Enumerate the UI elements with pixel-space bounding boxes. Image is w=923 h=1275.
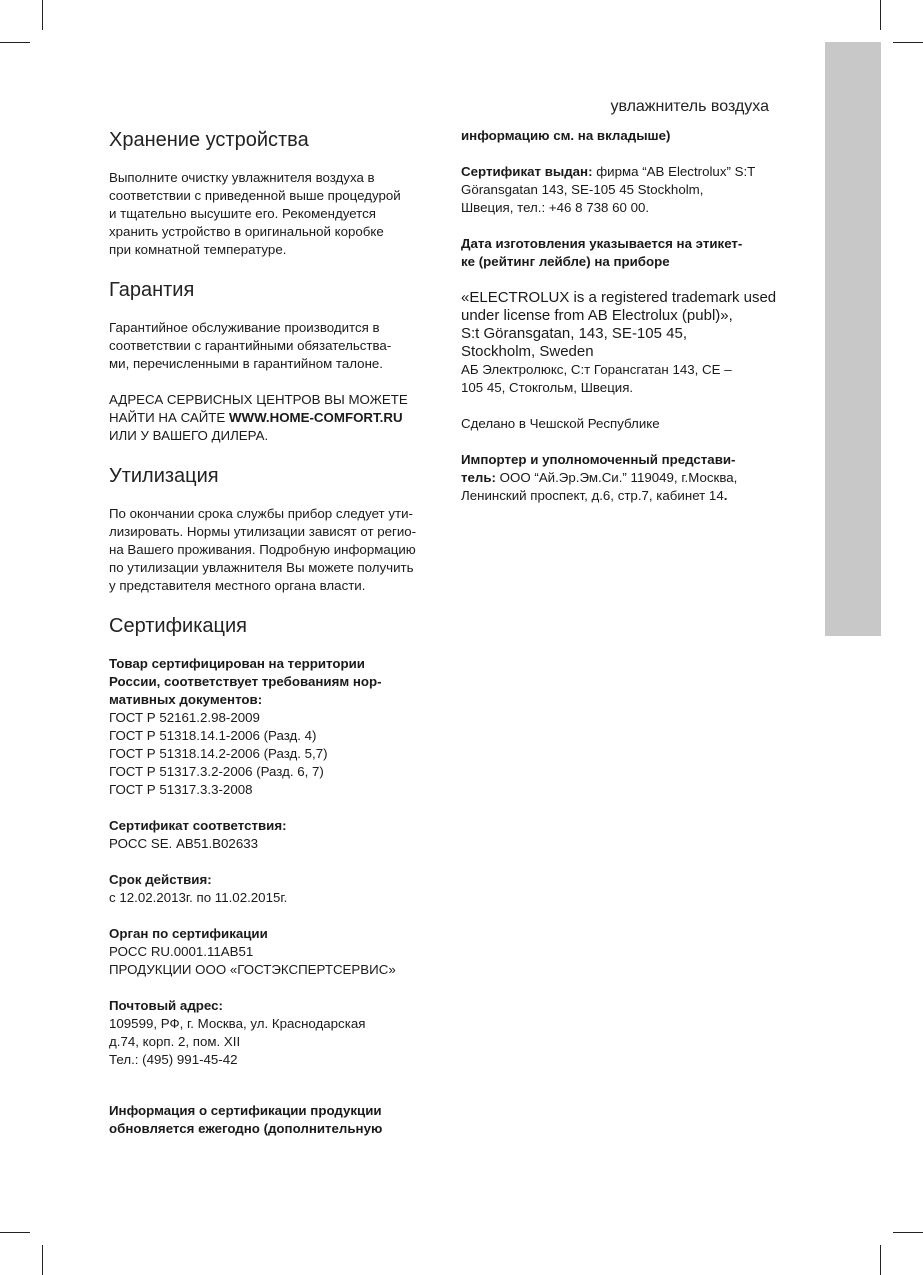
text-line: обновляется ежегодно (дополнительную (109, 1121, 383, 1136)
text-line: S:t Göransgatan, 143, SE-105 45, (461, 325, 687, 342)
text-line: «ELECTROLUX is a registered trademark used (461, 289, 777, 306)
cert-label: Сертификат соответствия: (109, 818, 287, 833)
cert-info-continued: информацию см. на вкладыше) (461, 128, 671, 143)
text-line: мативных документов: (109, 692, 263, 707)
text-line: у представителя местного органа власти. (109, 578, 366, 593)
crop-mark (880, 0, 881, 30)
crop-mark (0, 42, 30, 43)
validity-value: с 12.02.2013г. по 11.02.2015г. (109, 890, 288, 905)
text-line: по утилизации увлажнителя Вы можете получить (109, 560, 414, 575)
certification-intro (109, 655, 444, 709)
disposal-text (109, 505, 444, 595)
crop-mark (893, 42, 923, 43)
storage-heading: Хранение устройства (109, 129, 309, 151)
text-line: России, соответствует требованиям нор- (109, 674, 382, 689)
standards-list (109, 709, 444, 799)
text-line: хранить устройство в оригинальной коробке (109, 224, 384, 239)
text-line: соответствии с гарантийными обязательства- (109, 338, 392, 353)
text-line: Информация о сертификации продукции (109, 1103, 382, 1118)
text-line: Товар сертифицирован на территории (109, 656, 365, 671)
text-line (109, 409, 444, 427)
text-line: under license from AB Electrolux (publ)», (461, 307, 733, 324)
issued-block (461, 163, 801, 217)
ru-address-block (461, 361, 801, 397)
standard-item: ГОСТ Р 51318.14.2-2006 (Разд. 5,7) (109, 746, 328, 761)
text-line: соответствии с приведенной выше процедурой (109, 188, 401, 203)
warranty-heading: Гарантия (109, 279, 195, 301)
text-line: 105 45, Стокгольм, Швеция. (461, 380, 634, 395)
text-line: Импортер и уполномоченный представи- (461, 452, 736, 467)
standard-item: ГОСТ Р 52161.2.98-2009 (109, 710, 260, 725)
cert-body-label: Орган по сертификации (109, 926, 268, 941)
text-span: фирма “AB Electrolux” S:T (592, 164, 756, 179)
standard-item: ГОСТ Р 51318.14.1-2006 (Разд. 4) (109, 728, 317, 743)
text-line: Швеция, тел.: +46 8 738 60 00. (461, 200, 650, 215)
text-line: ке (рейтинг лейбле) на приборе (461, 254, 670, 269)
right-column (461, 127, 801, 505)
standard-item: ГОСТ Р 51317.3.2-2006 (Разд. 6, 7) (109, 764, 324, 779)
text-line: при комнатной температуре. (109, 242, 287, 257)
page-header: увлажнитель воздуха (610, 98, 769, 115)
text-line (461, 469, 801, 487)
text-line: Göransgatan 143, SE-105 45 Stockholm, (461, 182, 704, 197)
service-centers-text (109, 391, 444, 445)
warranty-text (109, 319, 444, 373)
crop-mark (42, 0, 43, 30)
postal-line: Тел.: (495) 991-45-42 (109, 1052, 238, 1067)
importer-label: тель: (461, 470, 496, 485)
text-line: Дата изготовления указывается на этикет- (461, 236, 743, 251)
text-line: лизировать. Нормы утилизации зависят от регио- (109, 524, 417, 539)
section-tab (825, 42, 881, 636)
postal-line: 109599, РФ, г. Москва, ул. Краснодарская (109, 1016, 366, 1031)
text-line: АДРЕСА СЕРВИСНЫХ ЦЕНТРОВ ВЫ МОЖЕТЕ (109, 392, 408, 407)
disposal-heading: Утилизация (109, 465, 219, 487)
text-span: Ленинский проспект, д.6, стр.7, кабинет 14 (461, 488, 724, 503)
cert-value: РОСС SE. АВ51.В02633 (109, 836, 259, 851)
text-line: ИЛИ У ВАШЕГО ДИЛЕРА. (109, 428, 269, 443)
text-span: НАЙТИ НА САЙТЕ (109, 410, 229, 425)
made-in: Сделано в Чешской Республике (461, 416, 660, 431)
crop-mark (0, 1232, 30, 1233)
storage-text (109, 169, 444, 259)
crop-mark (42, 1245, 43, 1275)
trademark-block (461, 289, 801, 361)
postal-label: Почтовый адрес: (109, 998, 223, 1013)
crop-mark (893, 1232, 923, 1233)
text-line: Выполните очистку увлажнителя воздуха в (109, 170, 375, 185)
text-line (461, 163, 801, 181)
text-line: Гарантийное обслуживание производится в (109, 320, 380, 335)
certification-heading: Сертификация (109, 615, 247, 637)
text-span: ООО “Ай.Эр.Эм.Си.” 119049, г.Москва, (495, 470, 738, 485)
text-line (461, 487, 801, 505)
manufacture-date-note (461, 235, 801, 271)
standard-item: ГОСТ Р 51317.3.3-2008 (109, 782, 253, 797)
left-column (109, 127, 444, 1138)
text-line: По окончании срока службы прибор следует ути- (109, 506, 413, 521)
crop-mark (880, 1245, 881, 1275)
cert-info-note (109, 1102, 444, 1138)
postal-line: д.74, корп. 2, пом. XII (109, 1034, 241, 1049)
text-line: Stockholm, Sweden (461, 343, 594, 360)
issued-label: Сертификат выдан: (461, 164, 593, 179)
text-line: на Вашего проживания. Подробную информацию (109, 542, 416, 557)
text-line: и тщательно высушите его. Рекомендуется (109, 206, 376, 221)
text-line: АБ Электролюкс, С:т Горансгатан 143, СЕ – (461, 362, 732, 377)
importer-block (461, 451, 801, 505)
validity-label: Срок действия: (109, 872, 212, 887)
text-line: ми, перечисленными в гарантийном талоне. (109, 356, 384, 371)
cert-body-line: РОСС RU.0001.11АВ51 (109, 944, 254, 959)
website-link[interactable]: WWW.HOME-COMFORT.RU (229, 410, 403, 425)
cert-body-line: ПРОДУКЦИИ ООО «ГОСТЭКСПЕРТСЕРВИС» (109, 962, 396, 977)
text-span: . (723, 488, 728, 503)
